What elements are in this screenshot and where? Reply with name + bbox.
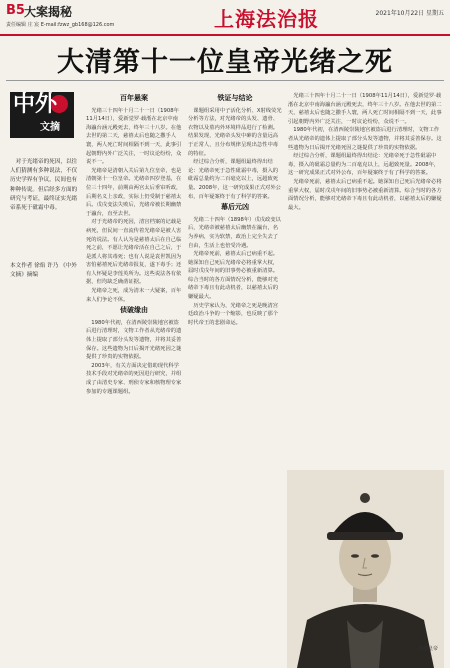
paragraph: 光绪帝之死，成为清末一大疑案，百年来人们争论不休。 [86,288,182,303]
text-column-2 [188,92,282,662]
newspaper-masthead: 上海法治报 [214,7,319,31]
paragraph: 对于光绪帝的死因，清宫档案的记载是病死，但民间一直流传着光绪帝是被人害死的说法。有人认为是慈禧太后在自己临死之前，不愿让光绪帝活在自己之后，于是派人将其毒死；也有人说是袁世凯因为害怕慈禧死后光绪帝报复，遂下毒手；还有人怀疑是李莲英所为。这些说法各有依据，但均缺乏确凿证据。 [86,219,182,286]
paragraph: 光绪三十四年十月二十一日（1908年11月14日），爱新觉罗·载湉在北京中南海瀛台涵元殿死去，终年三十八岁。在他去世的第二天，慈禧太后也随之撒手人寰，两人死亡时间相隔不到一天，此事引起朝野内外广泛关注，一时议论纷纷，众说不一。 [86,107,182,166]
portrait-photo [287,470,444,668]
paragraph: 课题组采用中子活化分析、X射线荧光分析等方法，对光绪帝的头发、遗骨、衣物以及墓内外环境样品进行了检测。结果发现，光绪帝头发中砷的含量远高于正常人，且分布规律呈现出急性中毒的特征。 [188,107,282,157]
section-number: B5 [6,3,25,18]
paragraph: 光绪帝死前，慈禧太后已病重不起。她深知自己死后光绪帝必将重掌大权，届时戊戌年间的旧事势必被重新清算。综合当时的各方面情况分析，能够对光绪帝下毒且有此动机者，以慈禧太后的嫌疑最大。 [288,178,442,211]
section-heading: 百年悬案 [120,94,148,102]
section-name: 大案揭秘 [24,5,73,19]
logo-subtitle: 文摘 [40,122,60,133]
paragraph: 光绪帝是清朝入关后第九位皇帝，也是清朝第十一位皇帝。光绪帝四岁登基，在位三十四年，前期由两宫太后垂帘听政，后期名义上亲政，实际上仍受制于慈禧太后。戊戌变法失败后，光绪帝被长期幽禁于瀛台，直至去世。 [86,167,182,217]
paragraph: 经过综合分析，课题组最终得出结论：光绪帝死于急性砒霜中毒，摄入的砒霜总量约为二百毫克以上，远超致死量。2008年，这一研究成果正式对外公布，百年疑案终于有了科学的答案。 [288,153,440,177]
divider [6,80,444,81]
section-heading: 铁证与结论 [217,94,253,102]
paragraph: 光绪三十四年十月二十一日（1908年11月14日），爱新觉罗·载湉在北京中南海瀛台涵元殿死去，终年三十八岁。在他去世的第二天，慈禧太后也随之撒手人寰，两人死亡时间相隔不到一天，此事引起朝野内外广泛关注，一时议论纷纷，众说不一。 [288,93,442,125]
text-column-3 [288,92,442,464]
page-header [0,0,450,36]
section-heading: 幕后元凶 [221,203,249,212]
emperor-portrait-icon [287,470,444,668]
issue-date: 2021年10月22日 星期五 [375,10,444,17]
article-credit: 本文作者 徐焰 许乃 《中外文摘》摘编 [10,263,77,279]
article-headline: 大清第十一位皇帝光绪之死 [57,47,393,78]
paragraph: 经过综合分析，课题组最终得出结论：光绪帝死于急性砒霜中毒，摄入的砒霜总量约为二百毫克以上，远超致死量。2008年，这一研究成果正式对外公布，百年疑案终于有了科学的答案。 [188,159,281,200]
logo-mark: 中外 [13,92,58,117]
section-heading: 侦破缘由 [120,306,148,315]
source-logo [10,92,74,138]
paragraph: 光绪帝死前，慈禧太后已病重不起。她深知自己死后光绪帝必将重掌大权，届时戊戌年间的旧事势必被重新清算。综合当时的各方面情况分析，能够对光绪帝下毒且有此动机者，以慈禧太后的嫌疑最大。 [188,251,279,301]
editor-line: 责任编辑 庄 宸 E-mail:fzwz_gb168@126.com [6,22,115,28]
portrait-caption: 光绪皇帝 [417,646,438,652]
paragraph: 2003年，有关方面决定借助现代科学技术手段对光绪帝的死因进行研究，并组成了由清史专家、刑侦专家和核物理专家参加的专题课题组。 [86,362,182,395]
paragraph: 1980年代初，在清西陵崇陵地宫被盗后进行清理时，文物工作者从光绪帝的遗体上提取了部分头发等遗物，并将其妥善保存。这些遗物为日后揭开光绪死因之谜提供了珍贵的实物依据。 [86,319,182,361]
paragraph: 光绪二十四年（1898年）戊戌政变以后，光绪帝被慈禧太后幽禁在瀛台，名为养病，实为软禁，政治上完全失去了自由，生活上也倍受冷遇。 [188,216,281,249]
paragraph: 1980年代初，在清西陵崇陵地宫被盗后进行清理时，文物工作者从光绪帝的遗体上提取了部分头发等遗物，并将其妥善保存。这些遗物为日后揭开光绪死因之谜提供了珍贵的实物依据。 [288,127,442,151]
text-column-1 [86,92,182,662]
paragraph: 历史学家认为，光绪帝之死是晚清宫廷政治斗争的一个缩影，也反映了那个时代帝王的悲剧命运。 [188,302,279,326]
article-summary: 对于光绪帝的死因，以往人们猜测有多种说法，不仅历史学界有争议，民间也有种种传说。但后经多方面的研究与考证，最终证实光绪帝系死于砒霜中毒。 [10,159,78,212]
